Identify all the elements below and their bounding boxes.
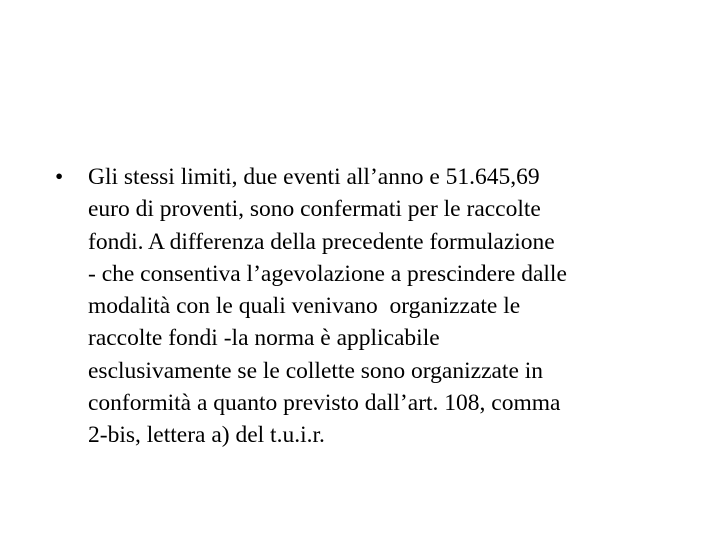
bullet-text-line: Gli stessi limiti, due eventi all’anno e 51.645,69 [88, 164, 540, 190]
bullet-item [52, 161, 672, 452]
bullet-dot-icon: • [55, 164, 64, 190]
bullet-list [52, 161, 672, 452]
bullet-text-line: - che consentiva l’agevolazione a prescindere dalle [88, 260, 567, 287]
bullet-text-line: conformità a quanto previsto dall’art. 108, comma [88, 390, 561, 417]
bullet-text-line: raccolte fondi -la norma è applicabile [88, 325, 440, 352]
bullet-text-line: fondi. A differenza della precedente formulazione [88, 228, 555, 255]
bullet-text-line: esclusivamente se le collette sono organizzate in [88, 357, 544, 384]
bullet-text-line: 2-bis, lettera a) del t.u.i.r. [88, 422, 325, 449]
bullet-text-line: euro di proventi, sono confermati per le raccolte [88, 196, 541, 223]
bullet-text-line: modalità con le quali venivano organizzate le [88, 293, 521, 320]
